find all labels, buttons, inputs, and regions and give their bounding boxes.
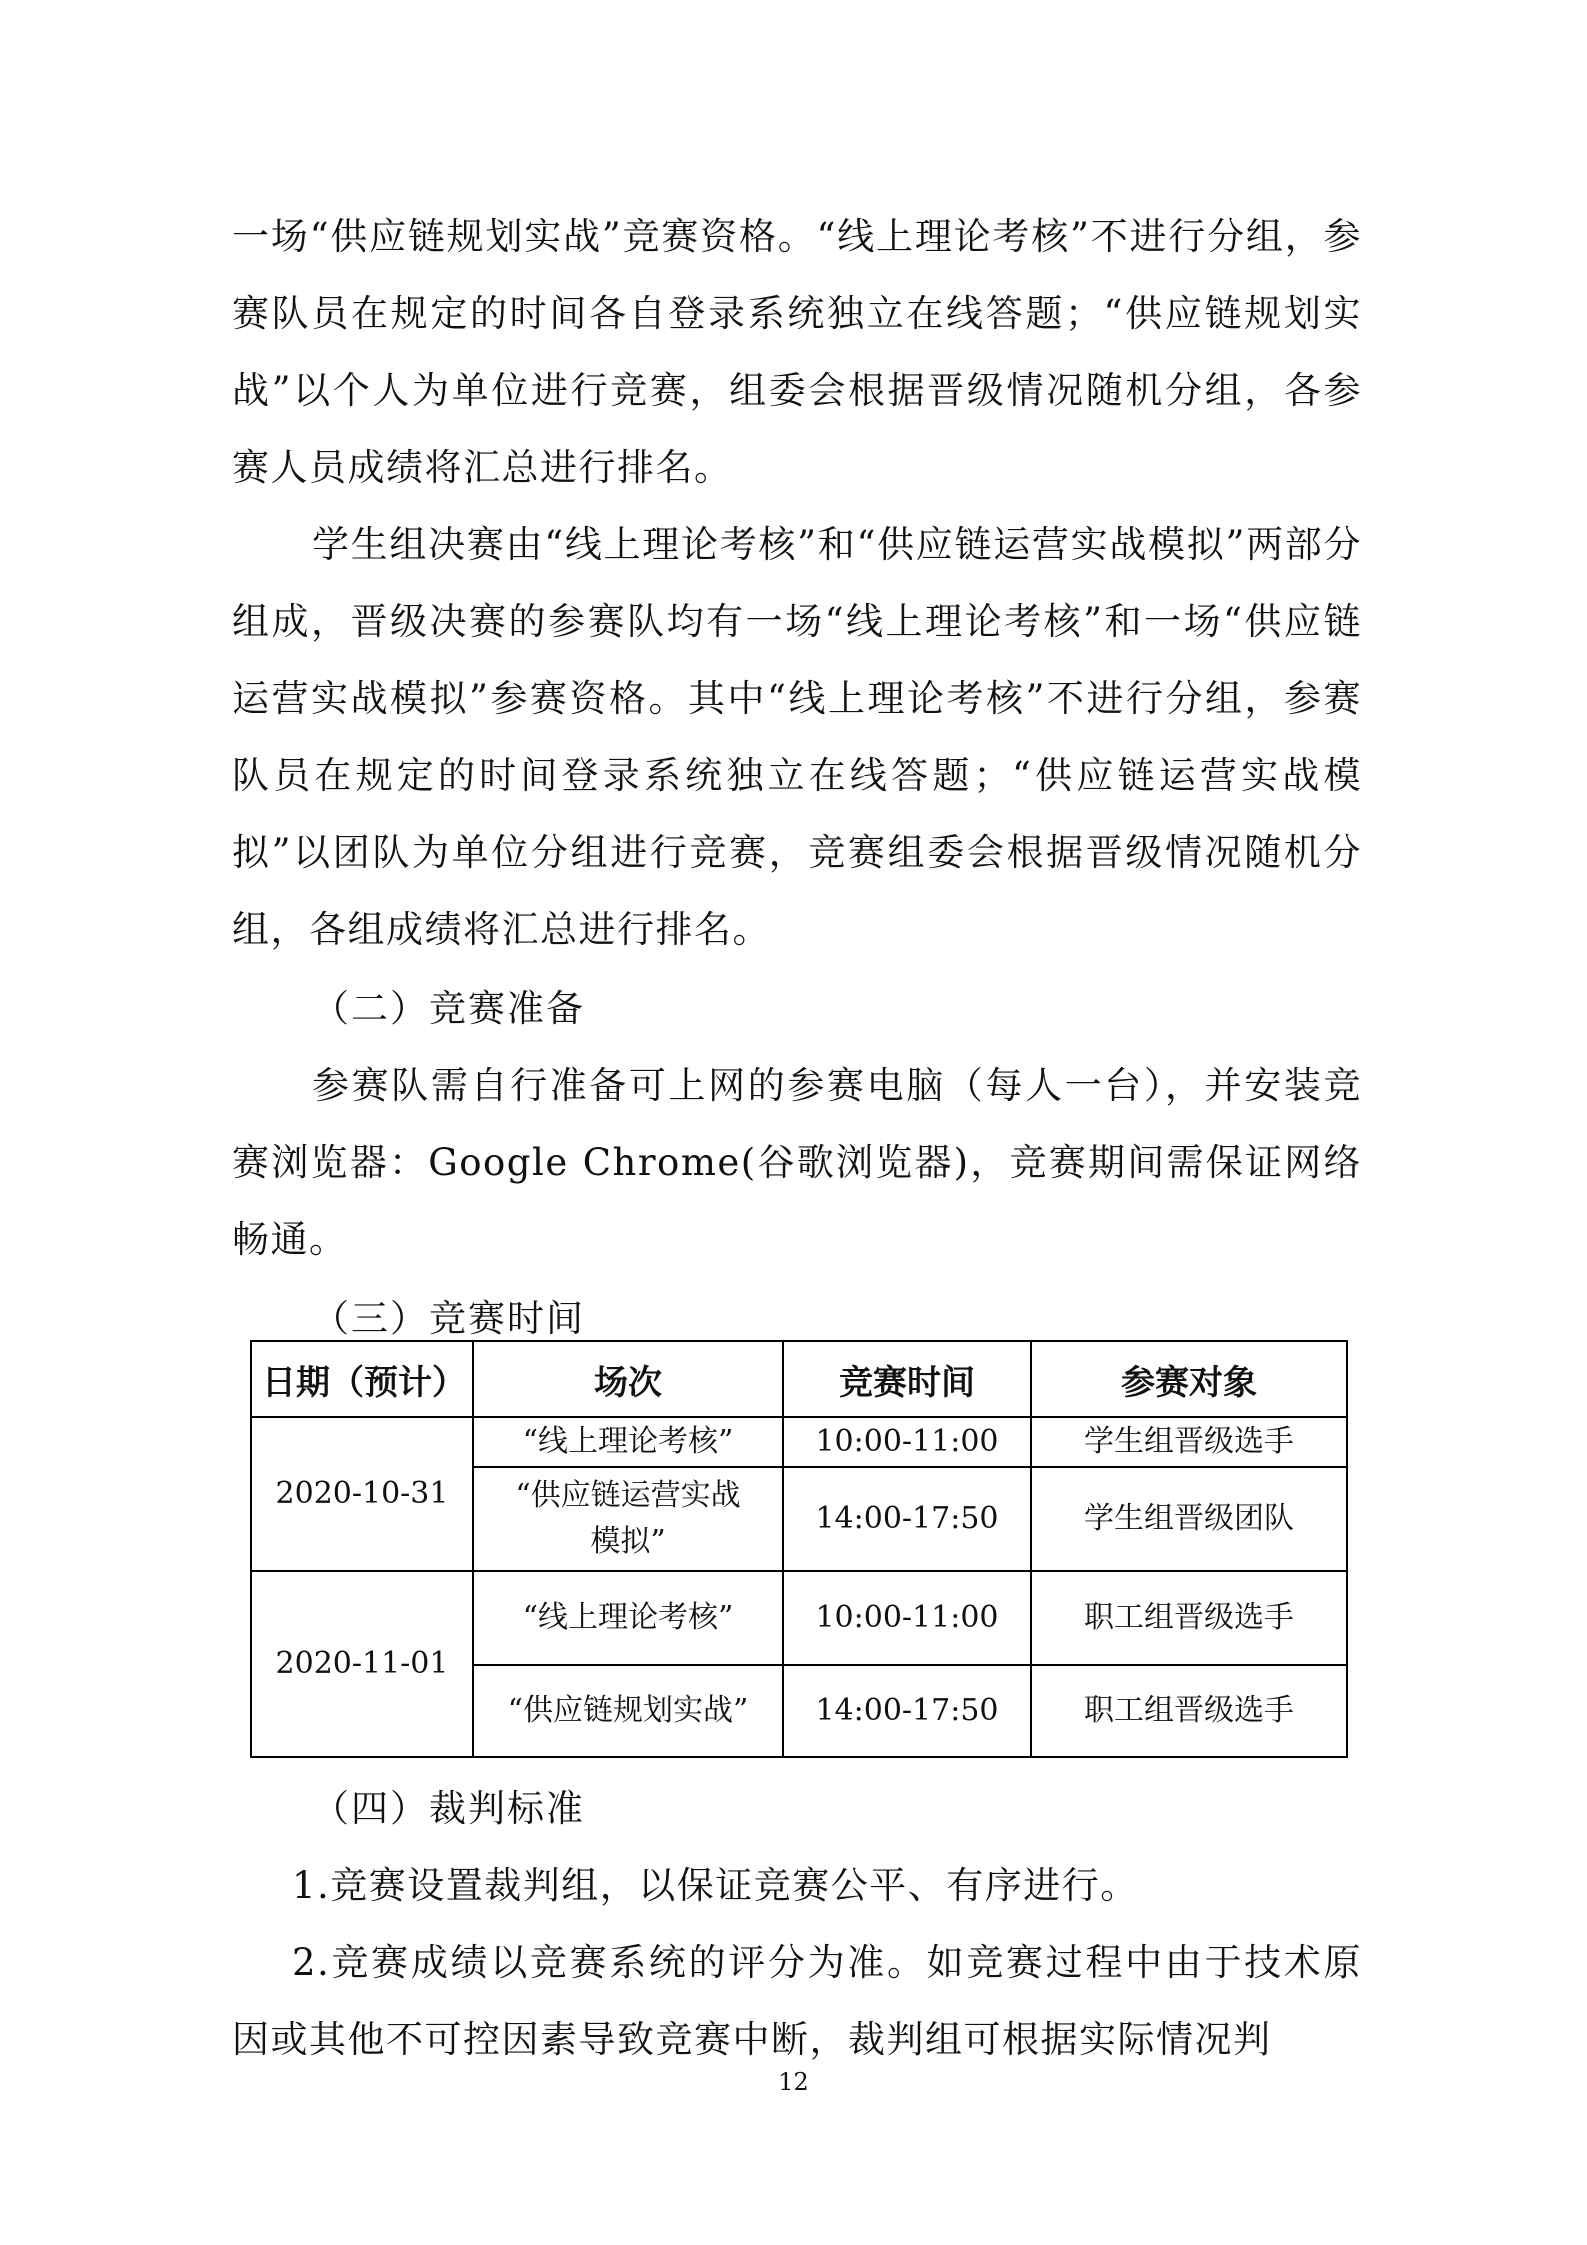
participants-cell: 职工组晋级选手 — [1031, 1571, 1347, 1665]
schedule-table — [250, 1340, 1348, 1758]
column-header-date: 日期（预计） — [251, 1341, 473, 1417]
date-cell: 2020-11-01 — [251, 1571, 473, 1757]
date-cell: 2020-10-31 — [251, 1417, 473, 1571]
table-row — [251, 1417, 1347, 1467]
column-header-time: 竞赛时间 — [783, 1341, 1031, 1417]
judging-section — [232, 1770, 1362, 2078]
heading-competition-time: （三）竞赛时间 — [312, 1297, 585, 1340]
time-cell: 10:00-11:00 — [783, 1417, 1031, 1467]
time-cell: 10:00-11:00 — [783, 1571, 1031, 1665]
time-cell: 14:00-17:50 — [783, 1665, 1031, 1757]
paragraph-preparation: 参赛队需自行准备可上网的参赛电脑（每人一台），并安装竞赛浏览器：Google Chrome(谷歌浏览器)，竞赛期间需保证网络畅通。 — [232, 1064, 1362, 1261]
session-cell: “供应链规划实战” — [473, 1665, 783, 1757]
table-header-row — [251, 1341, 1347, 1417]
heading-competition-preparation: （二）竞赛准备 — [312, 987, 585, 1030]
heading-judging-standard: （四）裁判标准 — [312, 1787, 585, 1830]
judging-item: 1.竞赛设置裁判组，以保证竞赛公平、有序进行。 — [292, 1864, 1139, 1907]
participants-cell: 学生组晋级选手 — [1031, 1417, 1347, 1467]
paragraph-staff-final: 一场“供应链规划实战”竞赛资格。“线上理论考核”不进行分组，参赛队员在规定的时间各自登录系统独立在线答题；“供应链规划实战”以个人为单位进行竞赛，组委会根据晋级情况随机分组，各参赛人员成绩将汇总进行排名。 — [232, 215, 1362, 489]
page-body — [232, 198, 1362, 1357]
page-number: 12 — [778, 2068, 809, 2096]
session-cell: “线上理论考核” — [473, 1571, 783, 1665]
paragraph-student-final: 学生组决赛由“线上理论考核”和“供应链运营实战模拟”两部分组成，晋级决赛的参赛队均有一场“线上理论考核”和一场“供应链运营实战模拟”参赛资格。其中“线上理论考核”不进行分组，参赛队员在规定的时间登录系统独立在线答题；“供应链运营实战模拟”以团队为单位分组进行竞赛，竞赛组委会根据晋级情况随机分组，各组成绩将汇总进行排名。 — [232, 523, 1362, 951]
time-cell: 14:00-17:50 — [783, 1467, 1031, 1571]
judging-item: 2.竞赛成绩以竞赛系统的评分为准。如竞赛过程中由于技术原因或其他不可控因素导致竞赛中断，裁判组可根据实际情况判 — [232, 1941, 1362, 2061]
column-header-session: 场次 — [473, 1341, 783, 1417]
table-row — [251, 1571, 1347, 1665]
column-header-participants: 参赛对象 — [1031, 1341, 1347, 1417]
session-cell: “线上理论考核” — [473, 1417, 783, 1467]
session-cell: “供应链运营实战模拟” — [473, 1467, 783, 1571]
participants-cell: 职工组晋级选手 — [1031, 1665, 1347, 1757]
participants-cell: 学生组晋级团队 — [1031, 1467, 1347, 1571]
